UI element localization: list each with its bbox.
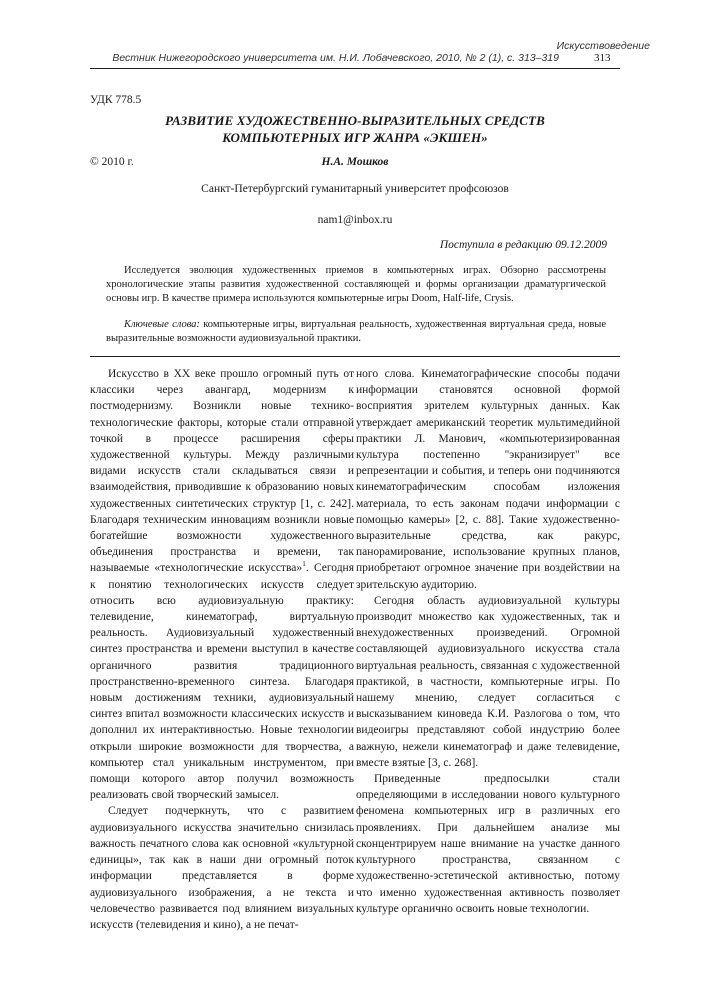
article-title-line-1: РАЗВИТИЕ ХУДОЖЕСТВЕННО-ВЫРАЗИТЕЛЬНЫХ СРЕДСТВ [165,113,545,128]
body-paragraph: Приведенные предпосылки стали определяющими в исследовании нового культурного феномена компьютерных игр в различных его проявлениях. При дальнейшем анализе мы сконцентрируем наше внимание на участке данного культурного пространства, связанном с художественно-эстетической активностью, потому что именно художественная активность позволяет культуре органично освоить новые технологии. [356,773,620,915]
abstract: Исследуется эволюция художественных приемов в компьютерных играх. Обзорно рассмотрены хронологические этапы развития художественной составляющей и формы организации драматургической основы игр. В качестве примера используются компьютерные игры Doom, Half-life, Crysis. [106,265,606,304]
body-column-left [90,366,354,933]
copyright-year: © 2010 г. [90,156,134,168]
author-affiliation: Санкт-Петербургский гуманитарный университет профсоюзов [201,183,509,195]
body-paragraph [90,366,354,803]
body-paragraph: ного слова. Кинематографические способы подачи информации становятся основной формой восприятия зрителем культурных данных. Как утверждает американский теоретик мультимедийной практики Л. Манович, «компьютеризированная культура постепенно "экранизирует" все репрезентации и события, и теперь они подчиняются кинематографическим способам изложения материала, то есть законам подачи информации с помощью камеры» [2, с. 88]. Такие художественно-выразительные средства, как ракурс, панорамирование, использование крупных планов, приобретают огромное значение при воздействии на зрительскую аудиторию. [356,368,620,591]
running-header-section: Искусствоведение [556,40,650,52]
footnote-marker: 1 [302,559,306,569]
keywords-label: Ключевые слова: [124,319,200,330]
keywords-text: компьютерные игры, виртуальная реальность, художественная виртуальная среда, новые выразительные возможности аудиовизуальной практики. [106,319,607,344]
udk-code: УДК 778.5 [90,94,142,106]
author-email: nam1@inbox.ru [317,214,393,226]
body-text: . Сегодня к понятию технологических искусств следует относить всю аудиовизуальную практику: телевидение, кинематограф, виртуальную реальность. Аудиовизуальный художественный синтез пространства и времени выступил в качестве органичного развития традиционного пространственно-временного синтеза. Благодаря новым достижениям техники, аудиовизуальный синтез впитал возможности классических искусств и дополнил их интерактивностью. Новые технологии открыли широкие возможности для творчества, а компьютер стал уникальным инструментом, при помощи которого автор получил возможность реализовать свой творческий замысел. [90,562,355,802]
abstract-rule [90,356,620,357]
running-header-citation: Вестник Нижегородского университета им. Н.И. Лобачевского, 2010, № 2 (1), с. 313–319 [112,52,559,64]
article-title [90,112,620,146]
body-paragraph: Сегодня область аудиовизуальной культуры производит множество как художественных, так и внехудожественных произведений. Огромной составляющей аудиовизуального искусства стала виртуальная реальность, связанная с художественной практикой, в частности, компьютерные игры. По нашему мнению, следует согласиться с высказыванием киноведа К.И. Разлогова о том, что видеоигры представляют собой индустрию более важную, нежели кинематограф и даже телевидение, вместе взятые [3, с. 268]. [356,594,620,769]
article-title-line-2: КОМПЬЮТЕРНЫХ ИГР ЖАНРА «ЭКШЕН» [222,130,488,145]
keywords [106,318,606,346]
body-text: Искусство в XX веке прошло огромный путь от классики через авангард, модернизм к постмодернизму. Возникли новые технико-технологические факторы, которые стали отправной точкой в процессе расширения сферы художественной культуры. Между различными видами искусств стали складываться связи и взаимодействия, приводившие к образованию новых художественных синтетических структур [1, с. 242]. Благодаря техническим инновациям возникли новые богатейшие возможности художественного объединения пространства и времени, так называемые «технологические искусства» [90,368,354,575]
page-number: 313 [594,52,611,64]
body-paragraph: Следует подчеркнуть, что с развитием аудиовизуального искусства значительно снизилась важность печатного слова как основной «культурной единицы», так как в наши дни огромный поток информации представляется в форме аудиовизуального изображения, а не текста и человечество развивается под влиянием визуальных искусств (телевидения и кино), а не печат- [90,805,354,931]
header-rule [90,68,620,69]
received-date: Поступила в редакцию 09.12.2009 [439,239,607,251]
body-column-right [356,366,620,917]
author-name: Н.А. Мошков [321,156,389,168]
